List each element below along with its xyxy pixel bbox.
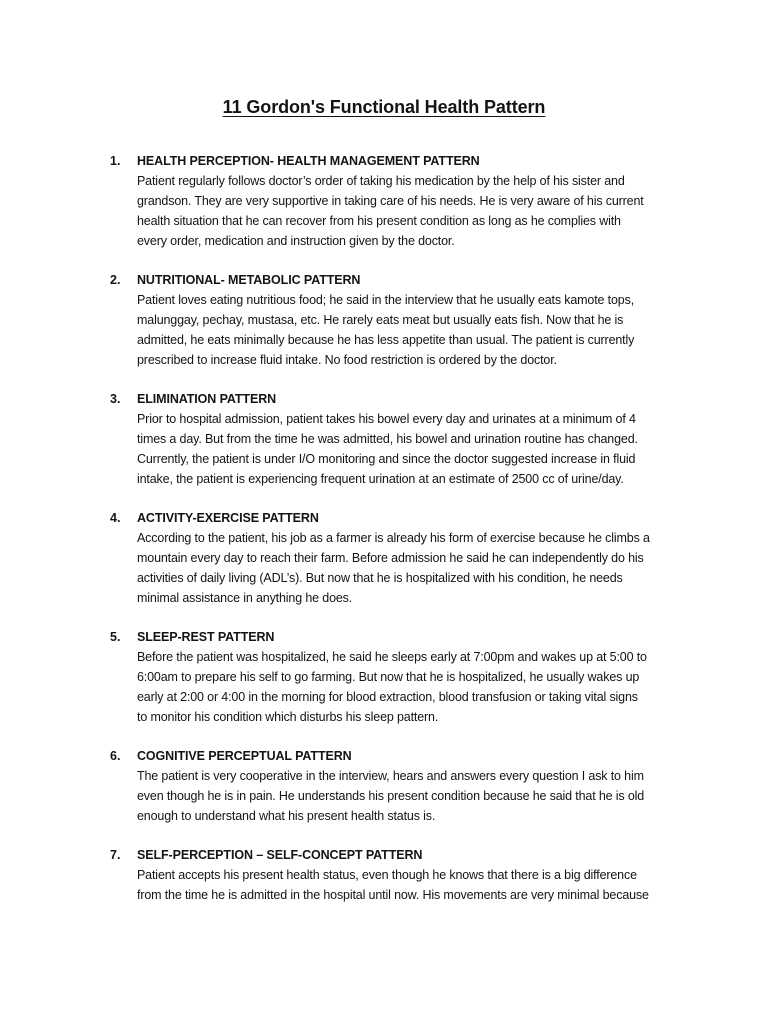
body-line: Patient accepts his present health status, even though he knows that there is a big difference — [137, 868, 637, 882]
section-number: 6. — [110, 749, 121, 763]
body-line: to monitor his condition which disturbs his sleep pattern. — [137, 710, 439, 724]
pattern-section — [0, 508, 768, 608]
section-number: 5. — [110, 630, 121, 644]
body-line: from the time he is admitted in the hospital until now. His movements are very minimal because — [137, 888, 649, 902]
section-number: 1. — [110, 154, 121, 168]
body-line: malunggay, pechay, mustasa, etc. He rarely eats meat but usually eats fish. Now that he is — [137, 313, 624, 327]
body-line: mountain every day to reach their farm. Before admission he said he can independently do his — [137, 551, 644, 565]
section-heading: NUTRITIONAL- METABOLIC PATTERN — [137, 273, 361, 287]
section-heading: ELIMINATION PATTERN — [137, 392, 277, 406]
body-line: admitted, he eats minimally because he has less appetite than usual. The patient is currently — [137, 333, 635, 347]
body-line: According to the patient, his job as a farmer is already his form of exercise because he climbs a — [137, 531, 650, 545]
section-body — [137, 290, 665, 370]
body-line: every order, medication and instruction given by the doctor. — [137, 234, 455, 248]
body-line: enough to understand what his present health status is. — [137, 809, 436, 823]
body-line: 6:00am to prepare his self to go farming. But now that he is hospitalized, he usually wakes up — [137, 670, 640, 684]
pattern-section — [0, 151, 768, 251]
body-line: Patient loves eating nutritious food; he said in the interview that he usually eats kamote tops, — [137, 293, 635, 307]
section-body — [137, 865, 665, 905]
pattern-section — [0, 627, 768, 727]
section-body — [137, 528, 665, 608]
body-line: The patient is very cooperative in the interview, hears and answers every question I ask to him — [137, 769, 644, 783]
section-body — [137, 409, 665, 489]
section-heading: COGNITIVE PERCEPTUAL PATTERN — [137, 749, 352, 763]
body-line: activities of daily living (ADL’s). But now that he is hospitalized with his condition, he needs — [137, 571, 623, 585]
body-line: prescribed to increase fluid intake. No food restriction is ordered by the doctor. — [137, 353, 557, 367]
section-number: 2. — [110, 273, 121, 287]
section-body — [137, 766, 665, 826]
pattern-section — [0, 746, 768, 826]
body-line: Before the patient was hospitalized, he said he sleeps early at 7:00pm and wakes up at 5:00 to — [137, 650, 647, 664]
section-heading: HEALTH PERCEPTION- HEALTH MANAGEMENT PATTERN — [137, 154, 480, 168]
body-line: health situation that he can recover from his present condition as long as he complies with — [137, 214, 621, 228]
pattern-list — [0, 151, 768, 924]
pattern-section — [0, 845, 768, 905]
body-line: even though he is in pain. He understands his present condition because he said that he is old — [137, 789, 645, 803]
body-line: Currently, the patient is under I/O monitoring and since the doctor suggested increase in fluid — [137, 452, 636, 466]
pattern-section — [0, 270, 768, 370]
section-heading: ACTIVITY-EXERCISE PATTERN — [137, 511, 319, 525]
body-line: minimal assistance in anything he does. — [137, 591, 353, 605]
body-line: times a day. But from the time he was admitted, his bowel and urination routine has changed. — [137, 432, 638, 446]
body-line: intake, the patient is experiencing frequent urination at an estimate of 2500 cc of urine/day. — [137, 472, 624, 486]
body-line: early at 2:00 or 4:00 in the morning for blood extraction, blood transfusion or taking vital signs — [137, 690, 638, 704]
body-line: grandson. They are very supportive in taking care of his needs. He is very aware of his current — [137, 194, 644, 208]
section-heading: SLEEP-REST PATTERN — [137, 630, 275, 644]
section-number: 7. — [110, 848, 121, 862]
document-title: 11 Gordon's Functional Health Pattern — [222, 97, 546, 117]
section-body — [137, 171, 665, 251]
section-number: 3. — [110, 392, 121, 406]
section-number: 4. — [110, 511, 121, 525]
pattern-section — [0, 389, 768, 489]
body-line: Prior to hospital admission, patient takes his bowel every day and urinates at a minimum of 4 — [137, 412, 636, 426]
section-heading: SELF-PERCEPTION – SELF-CONCEPT PATTERN — [137, 848, 423, 862]
section-body — [137, 647, 665, 727]
body-line: Patient regularly follows doctor’s order of taking his medication by the help of his sister and — [137, 174, 625, 188]
